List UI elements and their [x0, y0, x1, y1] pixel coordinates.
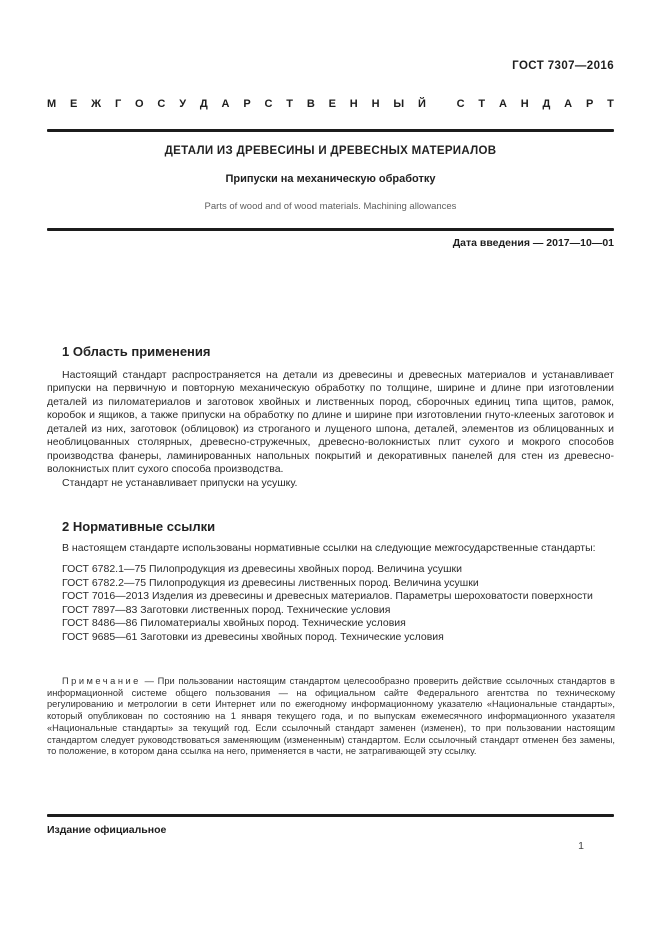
- section-1-body: [47, 369, 614, 490]
- title-rule: [47, 228, 614, 231]
- header-rule: [47, 129, 614, 132]
- note-text: — При пользовании настоящим стандартом целесообразно проверить действие ссылочных стандартов в информационной системе общего пользования — на официальном сайте Федерального агентства по техническому регулированию и метрологии в сети Интернет или по ежегодному информационному указателю «Национальные стандарты», который опубликован по состоянию на 1 января текущего года, и по выпускам ежемесячного информационного указателя «Национальные стандарты» за текущий год. Если ссылочный стандарт заменен (изменен), то при пользовании настоящим стандартом следует руководствоваться заменяющим (измененным) стандартом. Если ссылочный стандарт отменен без замены, то положение, в котором дана ссылка на него, применяется в части, не затрагивающей эту ссылку.: [47, 676, 615, 757]
- effective-date: Дата введения — 2017—10—01: [452, 237, 614, 249]
- reference-item: ГОСТ 9685—61 Заготовки из древесины хвойных пород. Технические условия: [62, 630, 444, 643]
- section-1-heading: 1 Область применения: [62, 344, 211, 359]
- paragraph: Стандарт не устанавливает припуски на усушку.: [62, 476, 298, 489]
- reference-item: ГОСТ 7016—2013 Изделия из древесины и древесных материалов. Параметры шероховатости поверхности: [62, 590, 593, 603]
- standard-type-banner: М Е Ж Г О С У Д А Р С Т В Е Н Н Ы Й С Т А Н Д А Р Т: [47, 98, 614, 110]
- reference-item: ГОСТ 6782.2—75 Пилопродукция из древесины лиственных пород. Величина усушки: [62, 576, 479, 589]
- paragraph: Настоящий стандарт распространяется на детали из древесины и древесных материалов и устанавливает припуски на первичную и повторную механическую обработку по толщине, ширине и длине при изготовлении деталей из пиломатериалов и заготовок хвойных и лиственных пород, сборочных единиц типа щитов, рамок, коробок и ящиков, а также припуски на обработку по длине и ширине при изготовлении гнуто-клееных заготовок и деталей из них, заготовок (облицовок) из строганого и лущеного шпона, деталей, элементов из облицованных и необлицованных столярных, древесно-стружечных, древесно-волокнистых плит сухого и мокрого способов производства фанеры, ламинированных напольных покрытий и декоративных панелей для стен из древесно-волокнистых плит сухого способа производства.: [47, 369, 614, 476]
- doc-number: ГОСТ 7307—2016: [512, 60, 614, 72]
- section-2-heading: 2 Нормативные ссылки: [62, 519, 216, 534]
- document-title: ДЕТАЛИ ИЗ ДРЕВЕСИНЫ И ДРЕВЕСНЫХ МАТЕРИАЛОВ: [164, 145, 497, 157]
- footer-rule: [47, 814, 614, 817]
- note-label: Примечание: [62, 676, 141, 686]
- section-2-body: [47, 542, 614, 644]
- reference-item: ГОСТ 8486—86 Пиломатериалы хвойных пород. Технические условия: [62, 617, 406, 630]
- page-number: 1: [578, 840, 584, 852]
- section-2-note: [47, 676, 615, 758]
- note-paragraph: [47, 676, 615, 758]
- normative-references-list: [47, 563, 614, 644]
- official-edition-label: Издание официальное: [47, 824, 167, 836]
- reference-item: ГОСТ 7897—83 Заготовки лиственных пород. Технические условия: [62, 603, 391, 616]
- document-title-english: Parts of wood and of wood materials. Machining allowances: [204, 201, 457, 212]
- reference-item: ГОСТ 6782.1—75 Пилопродукция из древесины хвойных пород. Величина усушки: [62, 563, 462, 576]
- document-subtitle: Припуски на механическую обработку: [225, 173, 436, 185]
- paragraph: В настоящем стандарте использованы нормативные ссылки на следующие межгосударственные стандарты:: [62, 542, 596, 554]
